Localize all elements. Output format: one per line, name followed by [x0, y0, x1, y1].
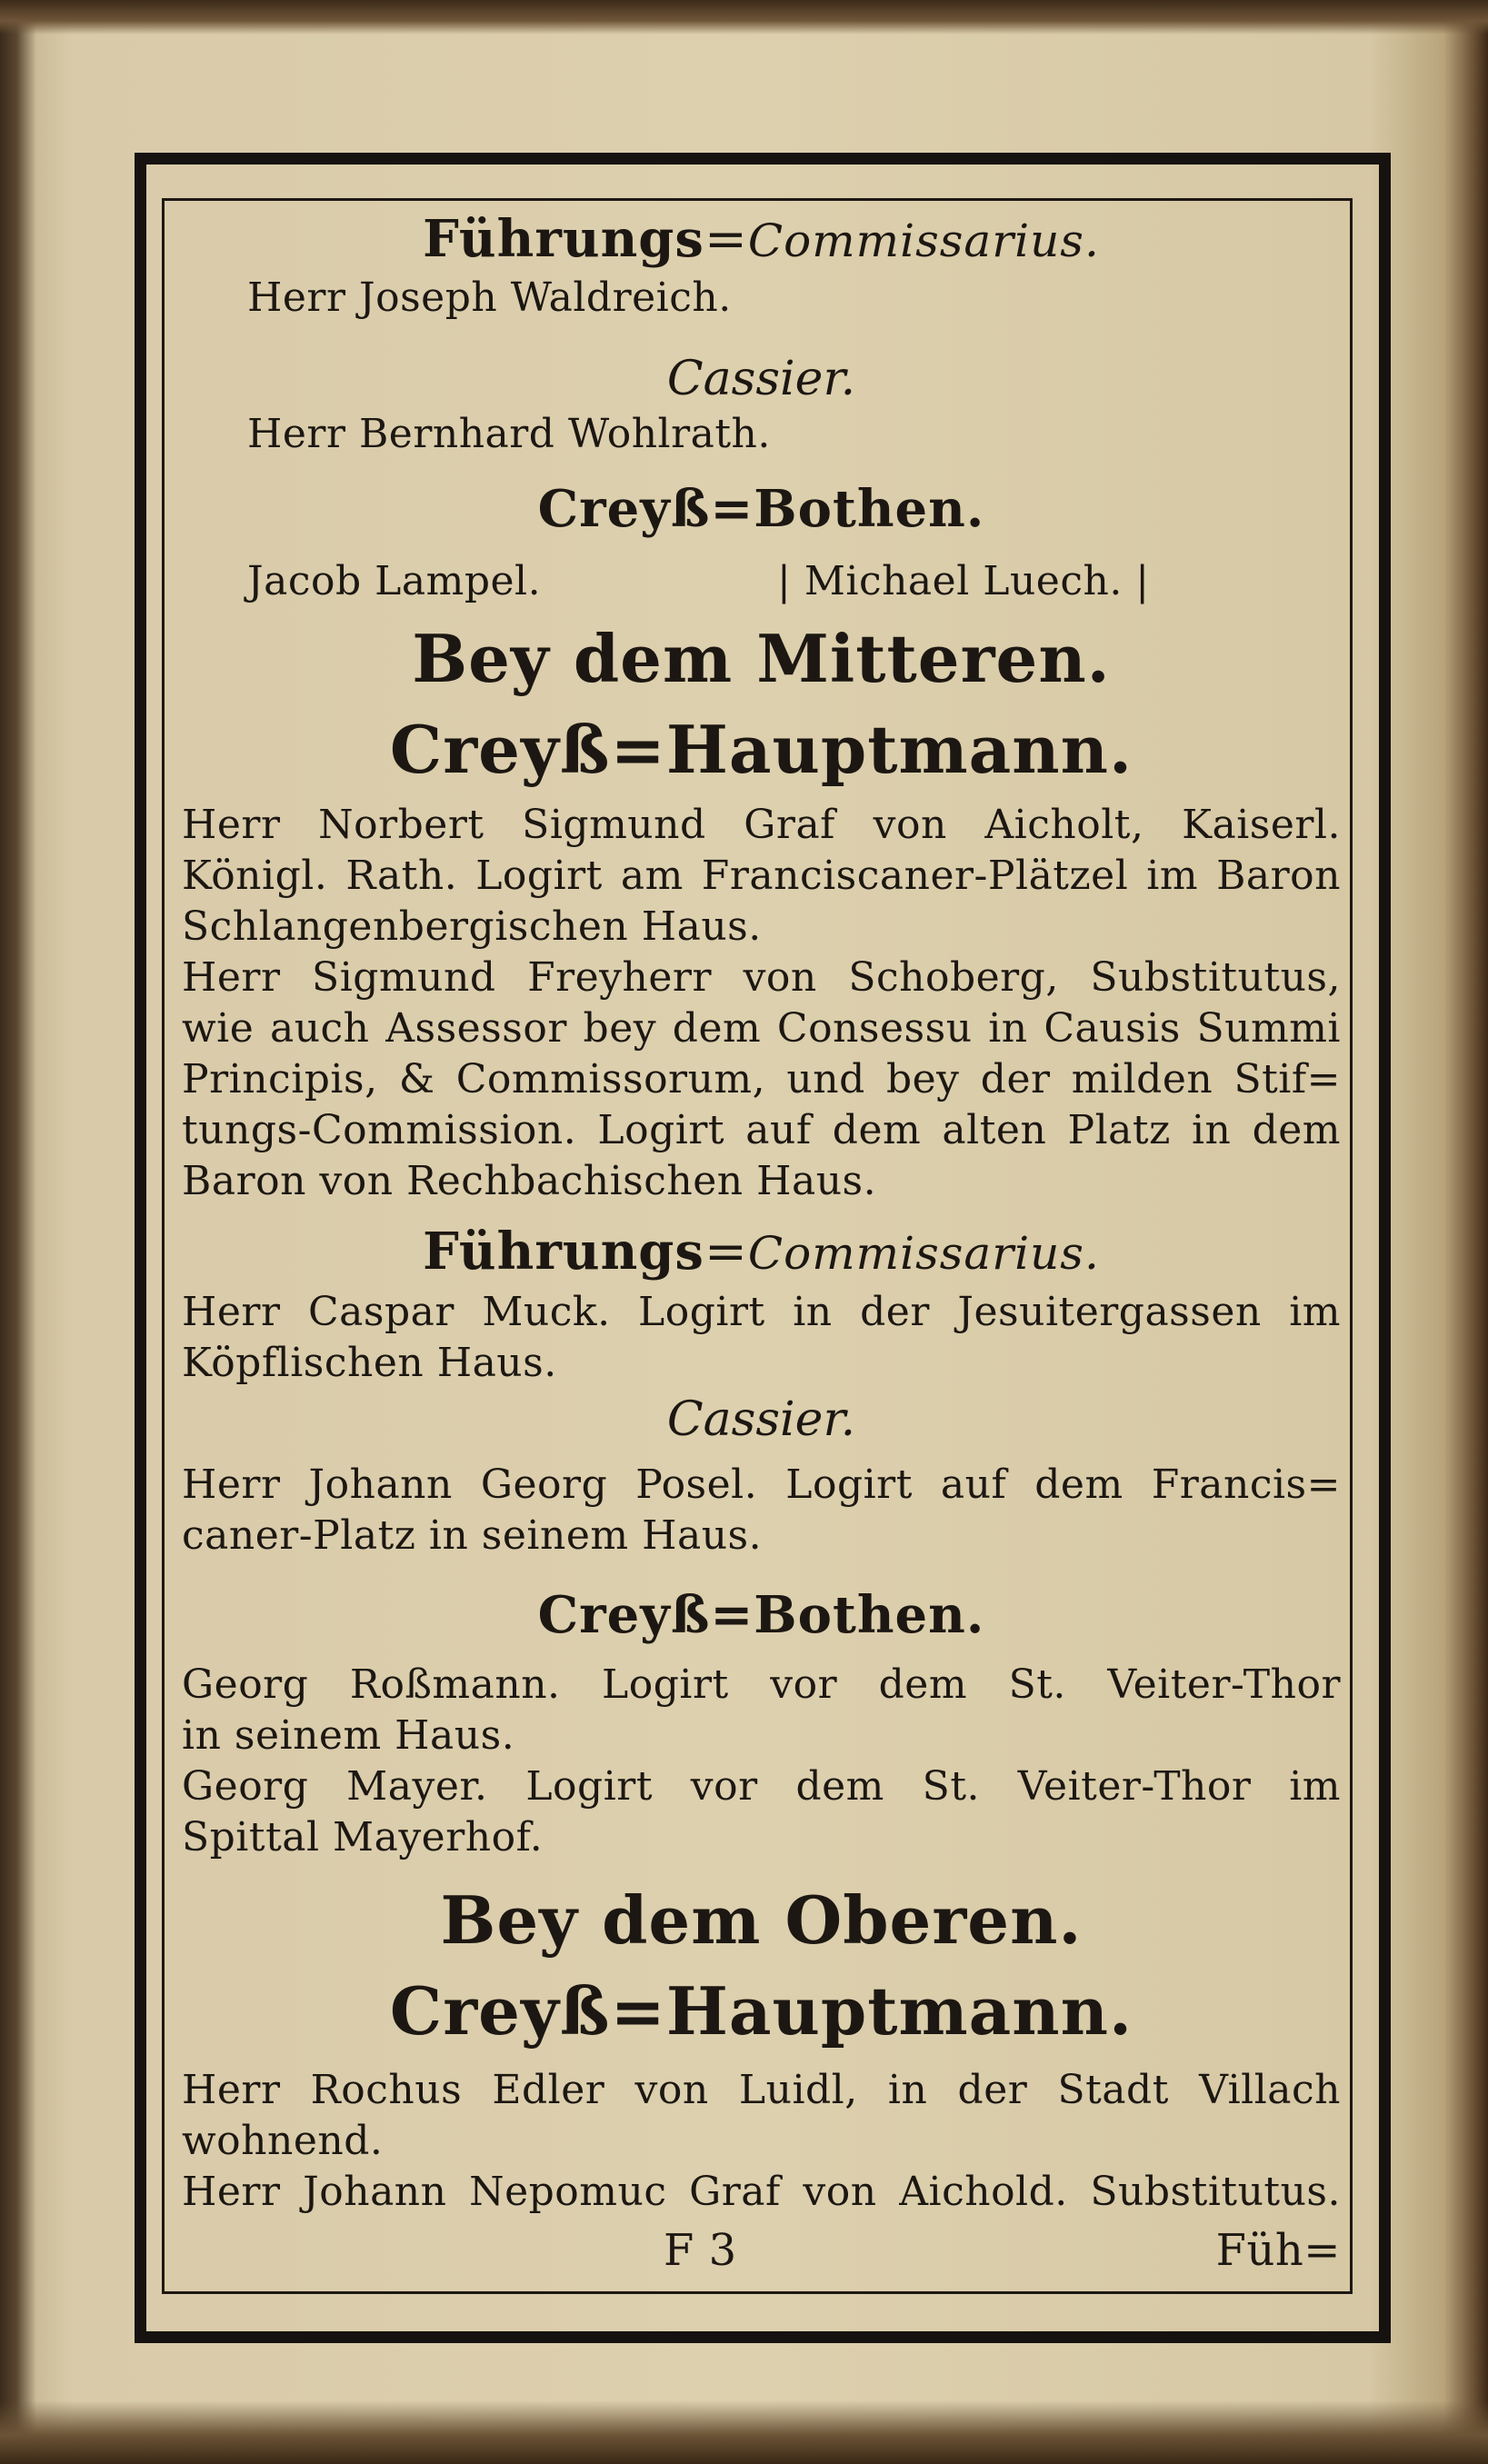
heading-creyss-bothen-2: Creyß=Bothen. [537, 1585, 985, 1645]
text-line: Herr Johann Georg Posel. Logirt auf dem Francis= [182, 1461, 1341, 1508]
hyphen-sep: = [704, 1222, 748, 1282]
text-line: Georg Roßmann. Logirt vor dem St. Veiter-Thor [182, 1661, 1341, 1708]
page-bottom-edge [0, 2400, 1488, 2464]
heading-italic: Commissarius. [747, 1227, 1100, 1280]
entry-left: Jacob Lampel. [247, 558, 542, 604]
section-title-mitteren: Bey dem Mitteren. [412, 620, 1111, 697]
text-line: wie auch Assessor bey dem Consessu in Causis Summi [182, 1005, 1341, 1052]
text-line: Herr Johann Nepomuc Graf von Aichold. Substitutus. [182, 2169, 1341, 2215]
text-line: Herr Norbert Sigmund Graf von Aicholt, Kaiserl. [182, 802, 1341, 848]
catchword: Füh= [1215, 2225, 1341, 2276]
entry-right-text: Michael Luech. [804, 558, 1123, 604]
text-line: Schlangenbergischen Haus. [182, 903, 762, 950]
text-line: in seinem Haus. [182, 1712, 515, 1759]
entry-line: Herr Joseph Waldreich. [247, 274, 732, 321]
heading-cassier-2: Cassier. [666, 1392, 856, 1447]
page-top-edge [0, 0, 1488, 35]
page-content [182, 202, 1341, 2283]
text-line: Königl. Rath. Logirt am Franciscaner-Plätzel im Baron [182, 853, 1341, 899]
text-line: Georg Mayer. Logirt vor dem St. Veiter-Thor im [182, 1763, 1341, 1810]
text-line: Herr Rochus Edler von Luidl, in der Stadt Villach [182, 2067, 1341, 2113]
text-line: Spittal Mayerhof. [182, 1814, 544, 1860]
entry-right: | Michael Luech. | [777, 558, 1150, 604]
text-line: Köpflischen Haus. [182, 1340, 557, 1386]
heading-italic: Commissarius. [747, 214, 1100, 267]
heading-creyss-bothen-1: Creyß=Bothen. [537, 479, 985, 539]
heading-cassier-1: Cassier. [666, 352, 856, 406]
heading-main: Führungs [423, 209, 704, 269]
text-line: Herr Caspar Muck. Logirt in der Jesuitergassen im [182, 1289, 1341, 1335]
heading-fuehrungs-commissarius-1 [182, 209, 1341, 269]
text-line: Baron von Rechbachischen Haus. [182, 1158, 877, 1204]
text-line: wohnend. [182, 2118, 384, 2164]
entry-line: Herr Bernhard Wohlrath. [247, 411, 771, 457]
subtitle-creyss-hauptmann-2: Creyß=Hauptmann. [389, 1972, 1133, 2050]
text-line: tungs-Commission. Logirt auf dem alten Platz in dem [182, 1107, 1341, 1153]
subtitle-creyss-hauptmann-1: Creyß=Hauptmann. [389, 711, 1133, 788]
text-line: caner-Platz in seinem Haus. [182, 1512, 763, 1559]
hyphen-sep: = [704, 210, 748, 269]
heading-fuehrungs-commissarius-2 [182, 1222, 1341, 1282]
heading-main: Führungs [423, 1222, 704, 1282]
signature-mark: F 3 [664, 2225, 737, 2276]
section-title-oberen: Bey dem Oberen. [440, 1881, 1083, 1959]
text-line: Principis, & Commissorum, und bey der milden Stif= [182, 1056, 1341, 1102]
text-line: Herr Sigmund Freyherr von Schoberg, Substitutus, [182, 954, 1341, 1001]
